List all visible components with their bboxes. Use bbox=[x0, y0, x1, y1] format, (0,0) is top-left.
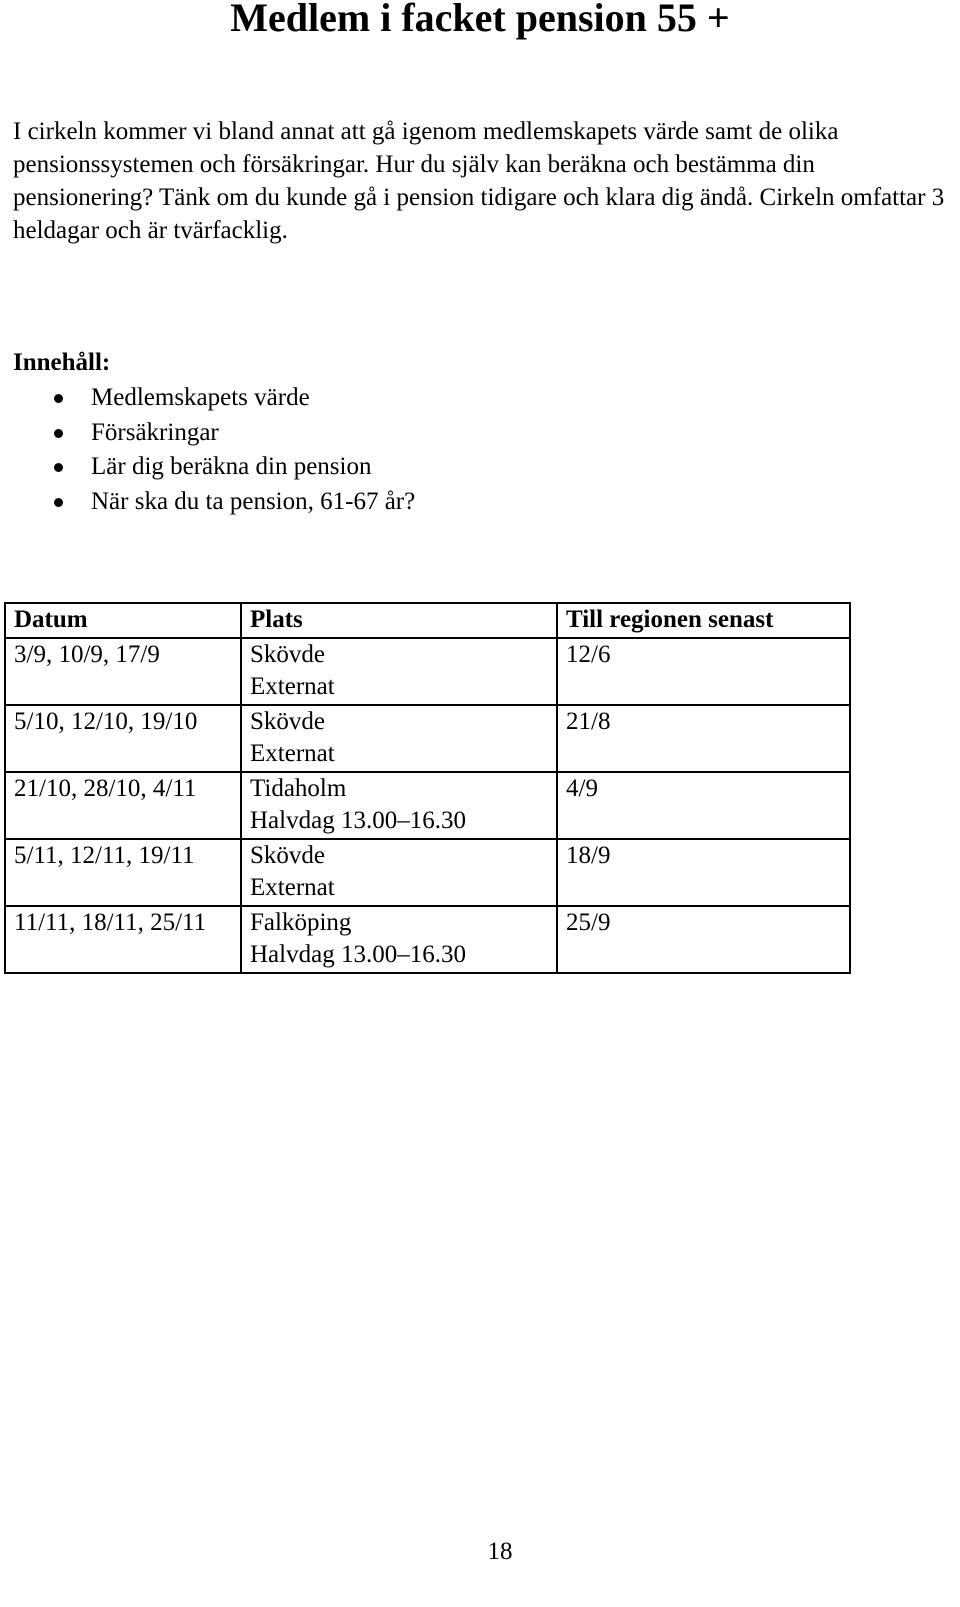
bullet-icon bbox=[54, 463, 63, 472]
place-note: Halvdag 13.00–16.30 bbox=[250, 807, 466, 834]
cell-place bbox=[241, 705, 557, 772]
content-list-item bbox=[0, 416, 415, 451]
page-title: Medlem i facket pension 55 + bbox=[230, 0, 730, 40]
cell-date: 11/11, 18/11, 25/11 bbox=[5, 906, 241, 973]
table-row bbox=[5, 906, 850, 973]
cell-date: 5/11, 12/11, 19/11 bbox=[5, 839, 241, 906]
cell-place bbox=[241, 906, 557, 973]
cell-date: 5/10, 12/10, 19/10 bbox=[5, 705, 241, 772]
content-list-item bbox=[0, 381, 415, 416]
page-number: 18 bbox=[487, 1538, 513, 1565]
header-deadline: Till regionen senast bbox=[557, 603, 850, 638]
cell-deadline: 25/9 bbox=[557, 906, 850, 973]
content-item-label: Försäkringar bbox=[91, 418, 219, 446]
place-name: Skövde bbox=[250, 640, 325, 668]
table-row bbox=[5, 638, 850, 705]
header-place: Plats bbox=[241, 603, 557, 638]
cell-date: 3/9, 10/9, 17/9 bbox=[5, 638, 241, 705]
cell-deadline: 4/9 bbox=[557, 772, 850, 839]
content-item-label: Lär dig beräkna din pension bbox=[91, 453, 372, 480]
table-header-row bbox=[5, 603, 850, 638]
bullet-icon bbox=[54, 429, 63, 438]
cell-deadline: 18/9 bbox=[557, 839, 850, 906]
content-list bbox=[0, 381, 415, 519]
bullet-icon bbox=[54, 498, 63, 507]
content-list-item bbox=[0, 485, 415, 520]
cell-place bbox=[241, 638, 557, 705]
bullet-icon bbox=[54, 394, 63, 403]
cell-place bbox=[241, 839, 557, 906]
place-note: Externat bbox=[250, 874, 335, 901]
place-name: Skövde bbox=[250, 707, 325, 735]
cell-date: 21/10, 28/10, 4/11 bbox=[5, 772, 241, 839]
content-list-item bbox=[0, 450, 415, 485]
cell-place bbox=[241, 772, 557, 839]
content-heading: Innehåll: bbox=[13, 349, 111, 376]
table-row bbox=[5, 772, 850, 839]
place-note: Externat bbox=[250, 673, 335, 700]
place-name: Skövde bbox=[250, 841, 325, 869]
cell-deadline: 21/8 bbox=[557, 705, 850, 772]
schedule-table bbox=[4, 602, 851, 974]
cell-deadline: 12/6 bbox=[557, 638, 850, 705]
header-date: Datum bbox=[5, 603, 241, 638]
place-note: Halvdag 13.00–16.30 bbox=[250, 941, 466, 968]
table-row bbox=[5, 705, 850, 772]
place-note: Externat bbox=[250, 740, 335, 767]
table-row bbox=[5, 839, 850, 906]
content-item-label: Medlemskapets värde bbox=[91, 384, 310, 411]
content-item-label: När ska du ta pension, 61-67 år? bbox=[91, 487, 416, 515]
place-name: Falköping bbox=[250, 908, 352, 936]
place-name: Tidaholm bbox=[250, 774, 347, 802]
intro-paragraph: I cirkeln kommer vi bland annat att gå igenom medlemskapets värde samt de olika pensionssystemen och försäkringar. Hur du själv kan beräkna och bestämma din pensionering? Tänk om du kunde gå i pension tidigare och klara dig ändå. Cirkeln omfattar 3 heldagar och är tvärfacklig. bbox=[13, 118, 945, 244]
